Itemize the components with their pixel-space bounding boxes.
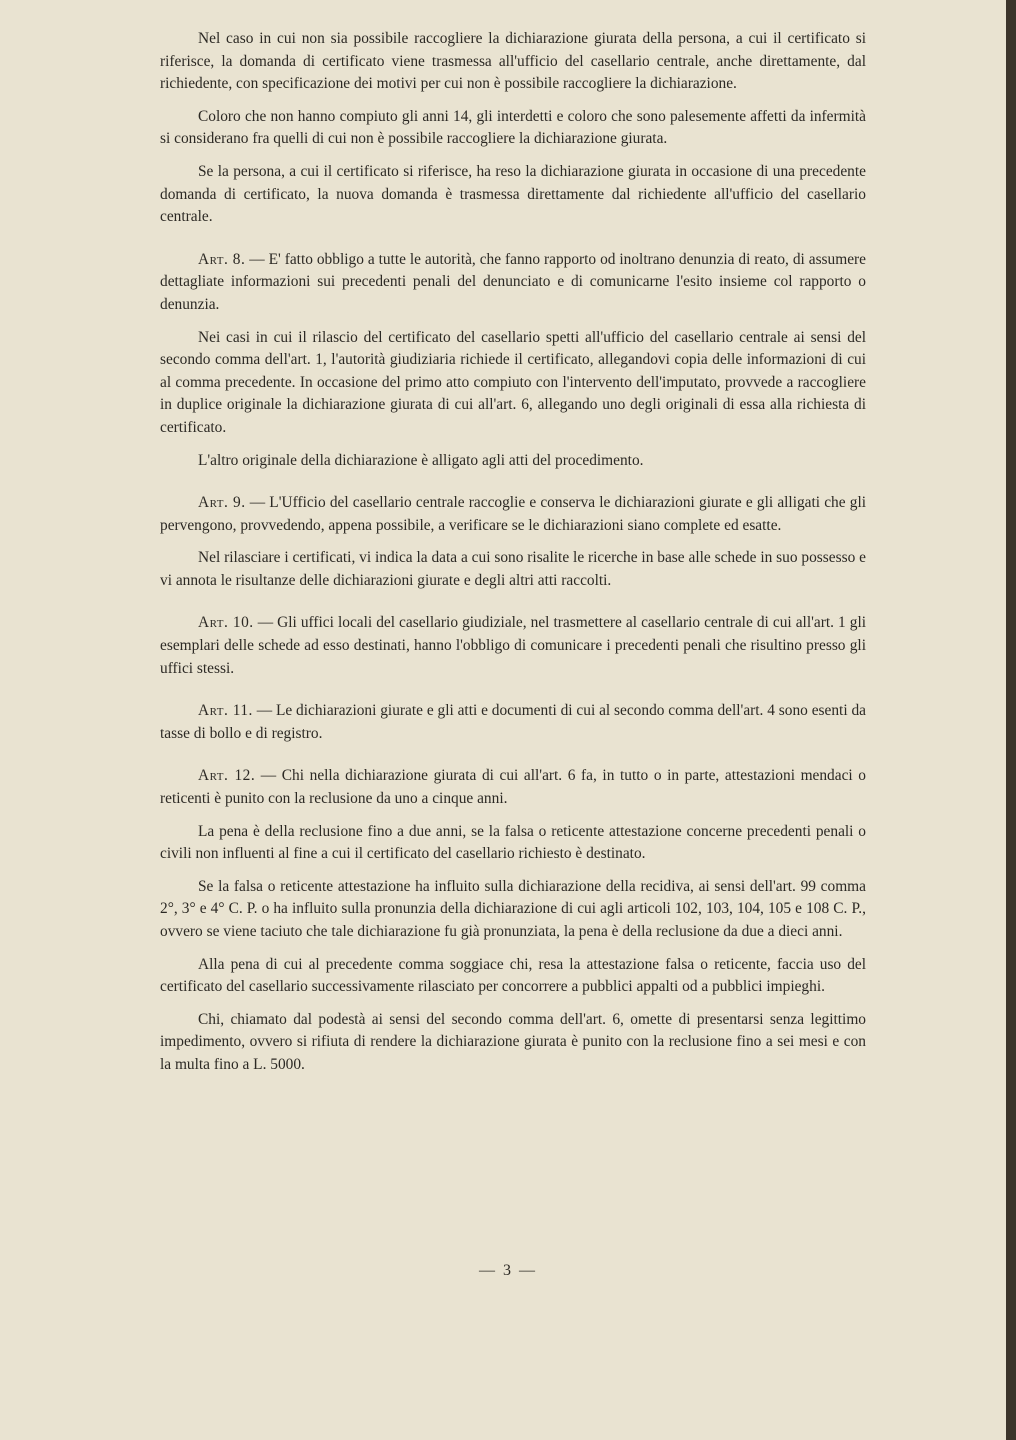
- article-label: Art. 12.: [198, 767, 256, 785]
- paragraph: Coloro che non hanno compiuto gli anni 14, gli interdetti e coloro che sono palesemente affetti da infermità si considerano fra quelli di cui non è possibile raccogliere la dichiarazione giurata.: [160, 107, 866, 148]
- article-12-paragraph: Art. 12. — Chi nella dichiarazione giurata di cui all'art. 6 fa, in tutto o in parte, attestazioni mendaci o reticenti è punito con la reclusione da uno a cinque anni.: [160, 767, 866, 808]
- article-label: Art. 11.: [198, 702, 253, 720]
- page-number: — 3 —: [479, 1262, 537, 1279]
- paragraph: L'altro originale della dichiarazione è alligato agli atti del procedimento.: [198, 451, 644, 469]
- article-8-paragraph: Art. 8. — E' fatto obbligo a tutte le autorità, che fanno rapporto od inoltrano denunzia di reato, di assumere dettagliate informazioni sui precedenti penali del denunciato e di comunicarne l'esito insieme col rapporto o denunzia.: [160, 250, 867, 313]
- article-10-paragraph: Art. 10. — Gli uffici locali del casellario giudiziale, nel trasmettere al casellario centrale di cui all'art. 1 gli esemplari delle schede ad esso destinati, hanno l'obbligo di comunicare i precedenti penali che risultino presso gli uffici stessi.: [160, 614, 866, 677]
- binding-edge: [1006, 0, 1016, 1440]
- paragraph: Se la persona, a cui il certificato si riferisce, ha reso la dichiarazione giurata in occasione di una precedente domanda di certificato, la nuova domanda è trasmessa direttamente dal richiedente all'ufficio del casellario centrale.: [160, 162, 866, 226]
- article-label: Art. 10.: [198, 614, 254, 632]
- paragraph: Nel rilasciare i certificati, vi indica la data a cui sono risalite le ricerche in base alle schede in suo possesso e vi annota le risultanze delle dichiarazioni giurate e degli altri atti raccolti.: [160, 549, 866, 589]
- body-text: [160, 28, 866, 1087]
- paragraph: Alla pena di cui al precedente comma soggiace chi, resa la attestazione falsa o reticente, faccia uso del certificato del casellario successivamente rilasciato per concorrere a pubblici appalti od a pubblici impieghi.: [160, 955, 866, 996]
- article-11-paragraph: Art. 11. — Le dichiarazioni giurate e gli atti e documenti di cui al secondo comma dell'art. 4 sono esenti da tasse di bollo e di registro.: [160, 702, 866, 742]
- article-label: Art. 9.: [198, 494, 246, 512]
- paragraph: Chi, chiamato dal podestà ai sensi del secondo comma dell'art. 6, omette di presentarsi senza legittimo impedimento, ovvero si rifiuta di rendere la dichiarazione giurata è punito con la reclusione fino a sei mesi e con la multa fino a L. 5000.: [160, 1010, 866, 1073]
- paragraph: Nei casi in cui il rilascio del certificato del casellario spetti all'ufficio del casellario centrale ai sensi del secondo comma dell'art. 1, l'autorità giudiziaria richiede il certificato, allegandovi copia delle informazioni di cui al comma precedente. In occasione del primo atto compiuto con l'intervento dell'imputato, provvede a raccogliere in duplice originale la dichiarazione giurata di cui all'art. 6, allegando uno degli originali di essa alla richiesta di certificato.: [160, 328, 866, 436]
- article-9-paragraph: Art. 9. — L'Ufficio del casellario centrale raccoglie e conserva le dichiarazioni giurate e gli alligati che gli pervengono, provvedendo, appena possibile, a verificare se le dichiarazioni siano complete ed esatte.: [160, 494, 867, 534]
- paragraph: La pena è della reclusione fino a due anni, se la falsa o reticente attestazione concerne precedenti penali o civili non influenti al fine a cui il certificato del casellario richiesto è destinato.: [160, 822, 866, 863]
- paragraph: Se la falsa o reticente attestazione ha influito sulla dichiarazione della recidiva, ai sensi dell'art. 99 comma 2°, 3° e 4° C. P. o ha influito sulla pronunzia della dichiarazione di cui agli articoli 102, 103, 104, 105 e 108 C. P., ovvero se viene taciuto che tale dichiarazione fu già pronunziata, la pena è della reclusione da due a dieci anni.: [160, 877, 866, 940]
- article-label: Art. 8.: [198, 250, 246, 268]
- paragraph: Nel caso in cui non sia possibile raccogliere la dichiarazione giurata della persona, a cui il certificato si riferisce, la domanda di certificato viene trasmessa all'ufficio del casellario centrale, anche direttamente, dal richiedente, con specificazione dei motivi per cui non è possibile raccogliere la dichiarazione.: [160, 30, 866, 93]
